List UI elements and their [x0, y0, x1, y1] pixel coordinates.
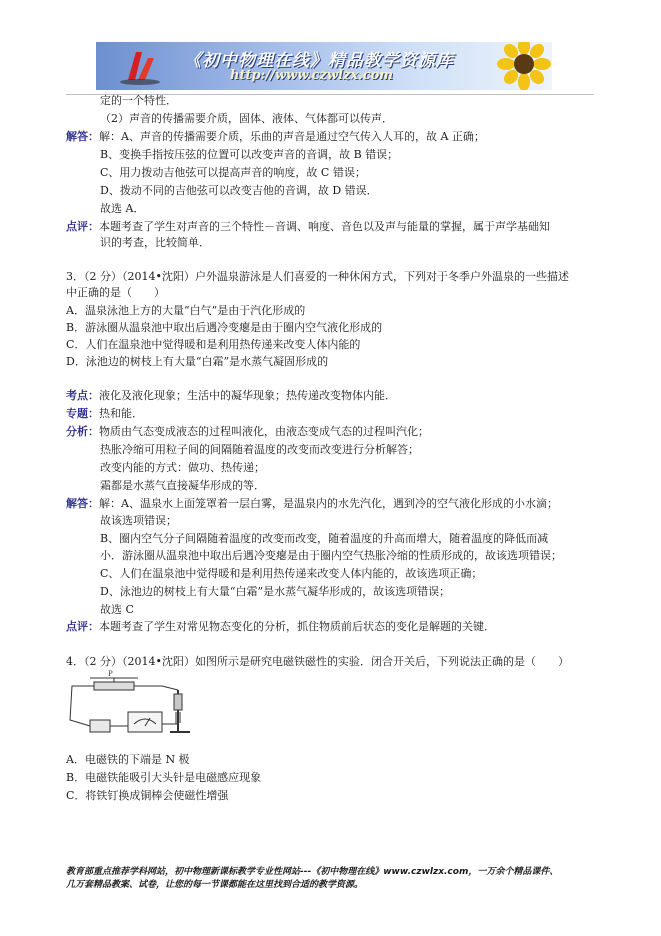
line-text: 定的一个特性． [100, 94, 177, 107]
line-text: 解：A、声音的传播需要介质，乐曲的声音是通过空气传入人耳的，故 A 正确； [99, 130, 485, 143]
text-line [66, 788, 228, 803]
rheostat-slider-label: P [108, 670, 113, 678]
line-text: 故选 A． [100, 202, 145, 215]
line-text: 液化及液化现象；生活中的凝华现象；热传递改变物体内能． [99, 389, 396, 402]
text-line [66, 770, 261, 785]
text-line [66, 752, 190, 767]
line-text: 3．（2 分）（2014•沈阳）户外温泉游泳是人们喜爱的一种休闲方式，下列对于冬季户外温泉的一些描述 [66, 270, 569, 283]
text-line [66, 320, 382, 335]
section-label: 解答： [66, 130, 99, 143]
text-line [66, 285, 165, 300]
text-line [66, 619, 495, 634]
line-text: D、拨动不同的吉他弦可以改变吉他的音调，故 D 错误． [100, 184, 378, 197]
text-line [66, 219, 550, 234]
line-text: B．电磁铁能吸引大头针是电磁感应现象 [66, 771, 262, 784]
text-line [66, 269, 569, 284]
line-text: 本题考查了学生对声音的三个特性－音调、响度、音色以及声与能量的掌握，属于声学基础知 [99, 220, 550, 233]
line-text: A．温泉泳池上方的大量“白气”是由于汽化形成的 [66, 304, 306, 317]
text-line [66, 337, 360, 352]
text-line [66, 406, 143, 421]
text-line [100, 93, 177, 108]
text-line [100, 235, 210, 250]
text-line [100, 584, 450, 599]
text-line [100, 602, 134, 617]
line-text: 本题考查了学生对常见物态变化的分析，抓住物质前后状态的变化是解题的关键． [99, 620, 495, 633]
line-text: B、圈内空气分子间隔随着温度的改变而改变，随着温度的升高而增大，随着温度的降低而减 [100, 532, 549, 545]
section-label: 点评： [66, 220, 99, 233]
line-text: B．游泳圈从温泉池中取出后遇冷变瘪是由于圈内空气液化形成的 [66, 321, 383, 334]
line-text: C、人们在温泉池中觉得暖和是利用热传递来改变人体内能的，故该选项正确； [100, 567, 483, 580]
line-text: 霜都是水蒸气直接凝华形成的等． [100, 479, 265, 492]
text-line [100, 165, 366, 180]
electromagnet-circuit-figure [66, 668, 202, 736]
line-text: C、用力拨动吉他弦可以提高声音的响度，故 C 错误； [100, 166, 366, 179]
banner-url[interactable]: http://www.czwlzx.com [230, 68, 394, 83]
section-label: 考点： [66, 389, 99, 402]
line-text: （2）声音的传播需要介质，固体、液体、气体都可以传声． [100, 112, 393, 125]
line-text: C．将铁钉换成铜棒会使磁性增强 [66, 789, 229, 802]
text-line [100, 111, 393, 126]
line-text: 热和能． [99, 407, 143, 420]
line-text: C．人们在温泉池中觉得暖和是利用热传递来改变人体内能的 [66, 338, 361, 351]
banner-title: 《初中物理在线》精品教学资源库 [184, 51, 454, 71]
line-text: 改变内能的方式：做功、热传递； [100, 461, 265, 474]
line-text: 热胀冷缩可用粒子间的间隔随着温度的改变而改变进行分析解答； [100, 443, 419, 456]
site-logo-icon [118, 46, 162, 86]
text-line [66, 424, 429, 439]
text-line [66, 388, 396, 403]
line-text: D、泳池边的树枝上有大量“白霜”是水蒸气凝华形成的，故该选项错误； [100, 585, 451, 598]
text-line [66, 303, 305, 318]
text-line [100, 531, 548, 546]
header-banner [96, 42, 552, 90]
line-text: B、变换手指按压弦的位置可以改变声音的音调，故 B 错误； [100, 148, 399, 161]
text-line [66, 354, 328, 369]
line-text: 小．游泳圈从温泉池中取出后遇冷变瘪是由于圈内空气热胀冷缩的性质形成的，故该选项错误； [100, 549, 562, 562]
text-line [66, 129, 485, 144]
text-line [66, 496, 558, 511]
text-line [100, 460, 265, 475]
text-line [100, 183, 378, 198]
text-line [100, 147, 398, 162]
section-label: 分析： [66, 425, 99, 438]
footer-line-1: 教育部重点推荐学科网站，初中物理新课标教学专业性网站---《初中物理在线》www.czwlzx.com，一万余个精品课件、 [66, 867, 559, 877]
line-text: 故该选项错误； [100, 514, 177, 527]
section-label: 解答： [66, 497, 99, 510]
line-text: D．泳池边的树枝上有大量“白霜”是水蒸气凝固形成的 [66, 355, 329, 368]
text-line [66, 654, 569, 669]
footer-line-2: 几万套精品教案、试卷，让您的每一节课都能在这里找到合适的教学资源。 [66, 880, 364, 890]
text-line [100, 201, 144, 216]
text-line [100, 566, 482, 581]
line-text: A．电磁铁的下端是 N 极 [66, 753, 190, 766]
text-line [100, 548, 562, 563]
line-text: 故选 C [100, 603, 134, 616]
line-text: 识的考查，比较简单． [100, 236, 210, 249]
text-line [100, 442, 419, 457]
line-text: 4．（2 分）（2014•沈阳）如图所示是研究电磁铁磁性的实验．闭合开关后，下列说法正确的是（ ） [66, 655, 569, 668]
section-label: 点评： [66, 620, 99, 633]
line-text: 中正确的是（ ） [66, 286, 165, 299]
line-text: 物质由气态变成液态的过程叫液化，由液态变成气态的过程叫汽化； [99, 425, 429, 438]
text-line [100, 513, 177, 528]
section-label: 专题： [66, 407, 99, 420]
line-text: 解：A、温泉水上面笼罩着一层白雾，是温泉内的水先汽化，遇到冷的空气液化形成的小水滴； [99, 497, 558, 510]
sunflower-icon [494, 42, 552, 90]
text-line [100, 478, 265, 493]
